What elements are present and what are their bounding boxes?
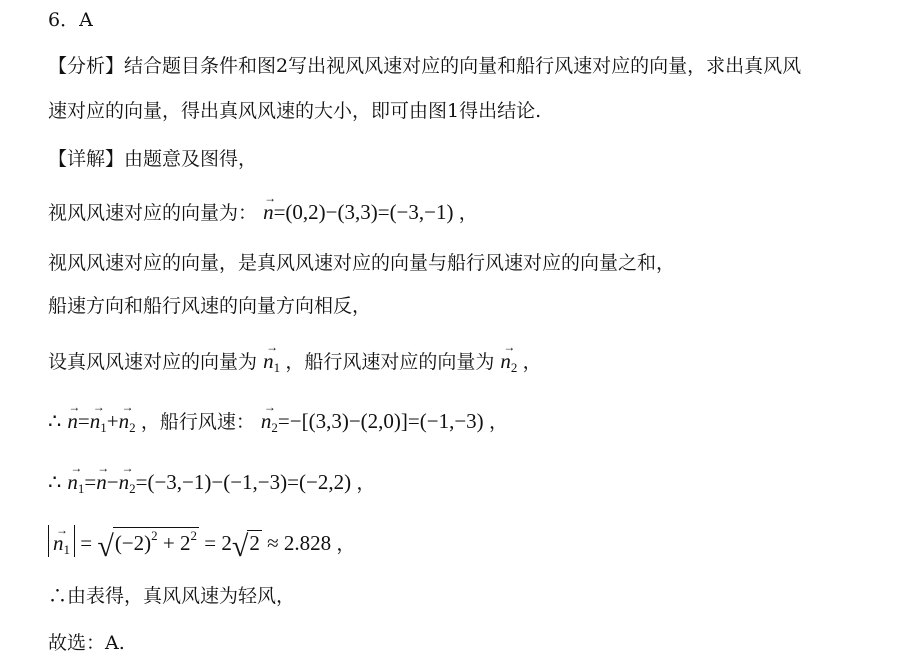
therefore-symbol: ∴ [48,470,62,494]
answer-line [48,632,125,655]
analysis-line-2 [48,100,541,123]
vector-arrow-icon: → [264,191,277,205]
define-vectors-suffix: ， [522,351,542,373]
vector-arrow-icon: → [263,400,276,414]
vector-sum-formula: → n= → $n_1+$ → $n_2$ [67,400,136,435]
define-vectors-prefix: 设真风风速对应的向量为 [48,351,258,373]
analysis-text-1: 结合题目条件和图2写出视风风速对应的向量和船行风速对应的向量，求出真风风 [124,55,802,77]
apparent-wind-expression: =(0,2)−(3,3)=(−3,−1) [273,200,454,224]
vector-arrow-icon: → [121,400,134,414]
problem-number: 6．A [48,9,93,31]
ship-wind-suffix: ， [488,411,508,433]
apparent-wind-prefix: 视风风速对应的向量为： [48,202,258,224]
true-wind-equation [48,461,376,497]
analysis-text-2: 速对应的向量，得出真风风速的大小，即可由图1得出结论. [48,100,542,122]
define-vectors-line [48,340,542,376]
conclusion-line [48,585,295,608]
opposite-direction-sentence [48,295,371,318]
opposite-direction-text: 船速方向和船行风速的向量方向相反， [48,295,372,317]
ship-wind-expression: =−[(3,3)−(2,0)]=(−1,−3) [277,409,484,433]
magnitude-approximation: ≈ 2.828 [267,531,332,555]
vector-arrow-icon: → [92,400,105,414]
detail-label: 【详解】 [48,148,125,170]
sqrt-two: 2 [249,531,260,555]
analysis-label: 【分析】 [48,55,125,77]
ship-wind-label: ，船行风速： [140,411,255,433]
magnitude-formula: → $n_1 = √(-2)^2 + 2^2 = 2√2 \approx 2.828$ [48,531,336,555]
vector-sum-text: 视风风速对应的向量，是真风风速对应的向量与船行风速对应的向量之和， [48,252,676,274]
square-root-icon: √ [231,530,249,563]
define-vectors-middle: ，船行风速对应的向量为 [285,351,495,373]
vector-n: → n [263,191,277,224]
true-wind-values: =(−3,−1)−(−1,−3)=(−2,2) [135,470,352,494]
detail-intro: 由题意及图得， [124,148,258,170]
vector-n2: → $n_2$ [500,340,518,375]
magnitude-equation [48,525,355,565]
magnitude-suffix: ， [336,533,356,555]
true-wind-formula: → $n_1=$ → n− → $n_2=(-3,-1)-(-1,-3)=(-2,2)$ [67,461,352,496]
vector-sum-sentence [48,252,675,275]
vector-arrow-icon: → [121,461,134,475]
ship-wind-formula: → $n_2=-[(3,3)-(2,0)]=(-1,-3)$ [260,400,484,435]
detail-heading [48,148,257,171]
vector-arrow-icon: → [266,340,279,354]
magnitude-bars: → $n_1$ [48,525,75,557]
magnitude-result: = 2 [204,531,232,555]
vector-arrow-icon: → [68,400,81,414]
vector-n1: → $n_1$ [263,340,281,375]
square-root-content: $(-2)^2 + 2^2$ [114,528,197,555]
apparent-wind-equation [48,191,478,225]
vector-arrow-icon: → [97,461,110,475]
true-wind-suffix: ， [356,472,376,494]
vector-arrow-icon: → [70,461,83,475]
apparent-wind-math [263,191,459,224]
apparent-wind-suffix: ， [458,202,478,224]
conclusion-text: ∴由表得，真风风速为轻风， [48,585,296,607]
therefore-symbol: ∴ [48,409,62,433]
square-root-icon: √ [97,530,114,563]
vector-arrow-icon: → [503,340,516,354]
vector-arrow-icon: → [56,523,68,537]
ship-wind-equation [48,400,508,436]
answer-text: 故选：A. [48,632,125,654]
analysis-line-1 [48,55,801,78]
